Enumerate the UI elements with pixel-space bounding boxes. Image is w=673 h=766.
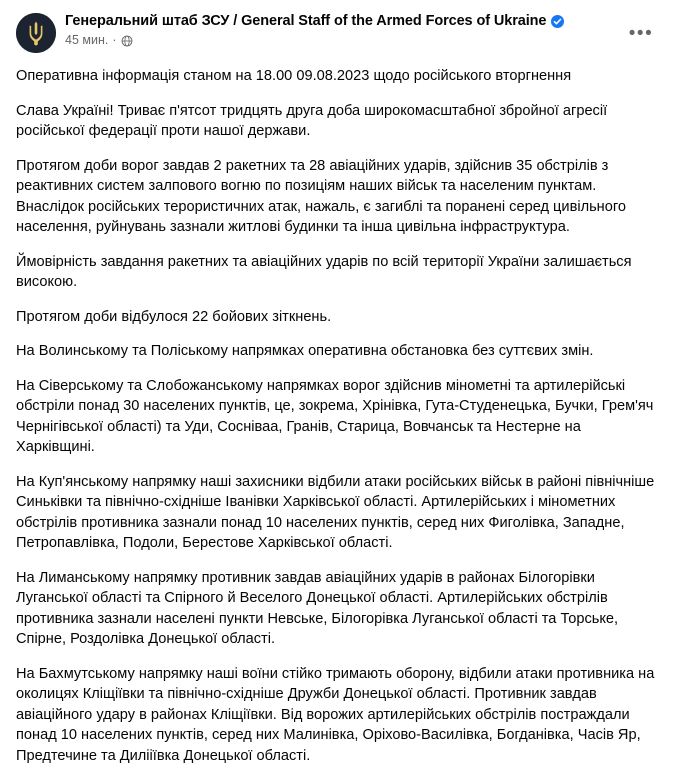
- post-text: [16, 66, 657, 766]
- post-timestamp[interactable]: 45 мин.: [65, 33, 108, 48]
- post-paragraph: На Сіверському та Слобожанському напрямках ворог здійснив мінометні та артилерійські обстріли понад 30 населених пунктів, це, зокрема, Хрінівка, Гута-Студенецька, Бучки, Грем'яч Чернігівської області) та Уди, Сосніваа, Гранів, Старица, Вовчанськ та Нестерне на Харківщині.: [16, 376, 657, 458]
- post-meta: [65, 33, 657, 48]
- post-menu-button[interactable]: •••: [625, 18, 657, 50]
- globe-icon[interactable]: [121, 35, 133, 47]
- page-name-row: [65, 12, 657, 30]
- post-paragraph: На Лиманському напрямку противник завдав авіаційних ударів в районах Білогорівки Луганської області та Спірного й Веселого Донецької області. Артилерійських обстрілів противника зазнали населені пункти Невське, Білогорівка Луганської області та Торське, Спірне, Роздолівка Донецької області.: [16, 568, 657, 650]
- avatar[interactable]: [16, 13, 56, 53]
- post-paragraph: На Куп'янському напрямку наші захисники відбили атаки російських військ в районі північніше Синьківки та північно-східніше Іванівки Харківської області. Артилерійських і мінометних обстрілів противника зазнали понад 10 населених пунктів, серед них Фиголівка, Западне, Петропавлівка, Подоли, Берестове Харківської області.: [16, 472, 657, 554]
- post-paragraph: Слава Україні! Триває п'ятсот тридцять друга доба широкомасштабної збройної агресії російської федерації проти нашої держави.: [16, 101, 657, 142]
- post-header: [16, 12, 657, 56]
- post-header-text: [65, 12, 657, 48]
- page-name[interactable]: Генеральний штаб ЗСУ / General Staff of the Armed Forces of Ukraine: [65, 12, 546, 30]
- post-paragraph: На Бахмутському напрямку наші воїни стійко тримають оборону, відбили атаки противника на околицях Кліщіївки та північно-східніше Дружби Донецької області. Противник завдав авіаційного удару в районах Кліщіївки. Від ворожих артилерійських обстрілів постраждали понад 10 населених пунктів, серед них Малинівка, Оріхово-Василівка, Богданівка, Часів Яр, Предтечине та Дилііївка Донецької області.: [16, 664, 657, 766]
- post-paragraph: На Волинському та Поліському напрямках оперативна обстановка без суттєвих змін.: [16, 341, 657, 362]
- post-paragraph: Протягом доби відбулося 22 бойових зіткнень.: [16, 307, 657, 328]
- post-paragraph: Протягом доби ворог завдав 2 ракетних та 28 авіаційних ударів, здійснив 35 обстрілів з реактивних систем залпового вогню по позиціям наших військ та населеним пунктам. Внаслідок російських терористичних атак, нажаль, є загиблі та поранені серед цивільного населення, руйнувань зазнали житлові будинки та інша цивільна інфраструктура.: [16, 156, 657, 238]
- meta-separator: ·: [112, 33, 116, 48]
- post-paragraph: Оперативна інформація станом на 18.00 09.08.2023 щодо російського вторгнення: [16, 66, 657, 87]
- verified-badge-icon: [551, 15, 564, 28]
- post-paragraph: Ймовірність завдання ракетних та авіаційних ударів по всій території України залишається високою.: [16, 252, 657, 293]
